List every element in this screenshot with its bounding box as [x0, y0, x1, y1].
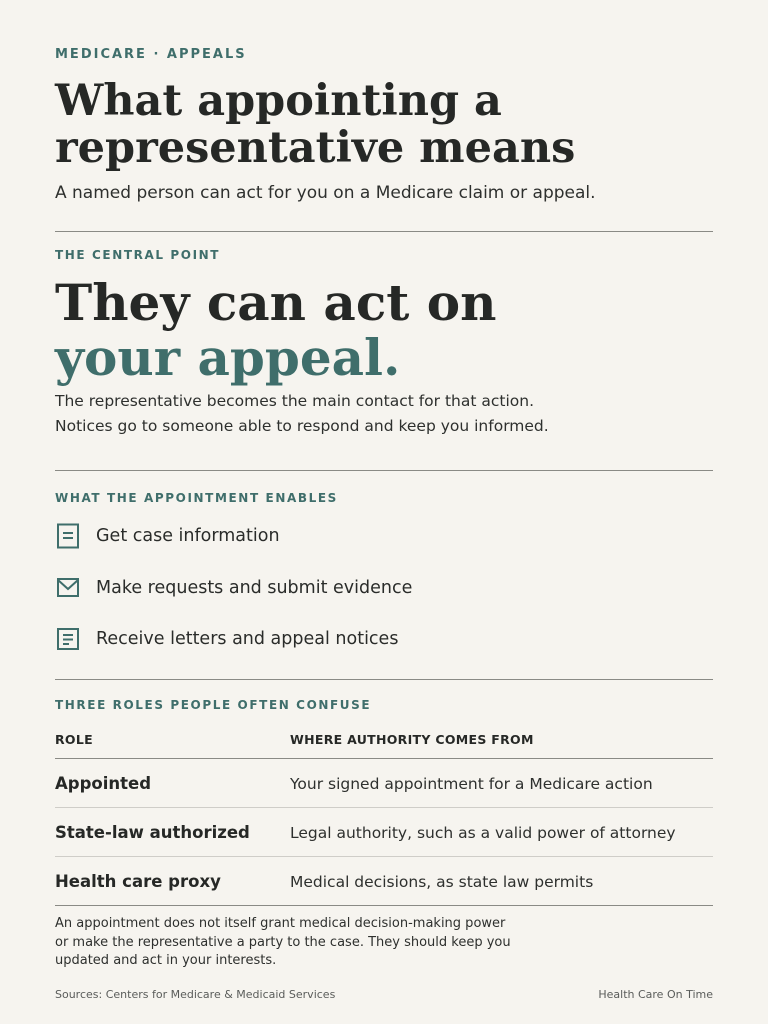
table-bottom-divider: [55, 905, 713, 906]
note-line-2: or make the representative a party to the case. They should keep you: [55, 934, 511, 950]
central-body-line-2: Notices go to someone able to respond and keep you informed.: [55, 417, 549, 435]
enable-item-label: Receive letters and appeal notices: [96, 629, 399, 649]
page-subtitle: A named person can act for you on a Medicare claim or appeal.: [55, 183, 596, 203]
table-row: [55, 759, 713, 807]
document-icon: [55, 523, 81, 549]
role-name: Health care proxy: [55, 872, 221, 891]
central-headline-line-2: your appeal.: [55, 328, 401, 387]
role-authority: Your signed appointment for a Medicare action: [290, 775, 653, 793]
letter-icon: [55, 626, 81, 652]
enable-item-label: Get case information: [96, 526, 280, 546]
role-name: State-law authorized: [55, 823, 250, 842]
role-authority: Legal authority, such as a valid power of attorney: [290, 824, 676, 842]
table-row: [55, 857, 713, 905]
note-line-1: An appointment does not itself grant medical decision-making power: [55, 916, 506, 931]
page: [55, 0, 713, 1024]
central-headline-line-1: They can act on: [55, 273, 497, 332]
divider: [55, 679, 713, 680]
central-body-line-1: The representative becomes the main contact for that action.: [55, 392, 535, 410]
page-title-line-2: representative means: [55, 123, 576, 173]
page-title-line-1: What appointing a: [55, 76, 502, 126]
enable-item-requests-evidence: [55, 574, 412, 602]
roles-eyebrow: THREE ROLES PEOPLE OFTEN CONFUSE: [55, 698, 372, 712]
page-title: [55, 78, 575, 172]
central-body: [55, 389, 549, 439]
table-row: [55, 808, 713, 856]
footer-brand: Health Care On Time: [598, 988, 713, 1001]
role-authority: Medical decisions, as state law permits: [290, 873, 594, 891]
note-line-3: updated and act in your interests.: [55, 953, 277, 968]
footer-sources: Sources: Centers for Medicare & Medicaid Services: [55, 988, 336, 1001]
enable-item-letters-notices: [55, 625, 398, 653]
envelope-icon: [55, 575, 81, 601]
divider: [55, 470, 713, 471]
divider: [55, 231, 713, 232]
section-eyebrow-medicare-appeals: MEDICARE · APPEALS: [55, 47, 247, 62]
enable-item-case-information: [55, 522, 280, 550]
enables-eyebrow: WHAT THE APPOINTMENT ENABLES: [55, 491, 338, 505]
column-header-authority: WHERE AUTHORITY COMES FROM: [290, 732, 534, 747]
central-point-eyebrow: THE CENTRAL POINT: [55, 248, 221, 262]
column-header-role: ROLE: [55, 732, 93, 747]
disclaimer-note: [55, 915, 511, 971]
enable-item-label: Make requests and submit evidence: [96, 578, 413, 598]
role-name: Appointed: [55, 774, 152, 793]
central-headline: [55, 275, 496, 385]
